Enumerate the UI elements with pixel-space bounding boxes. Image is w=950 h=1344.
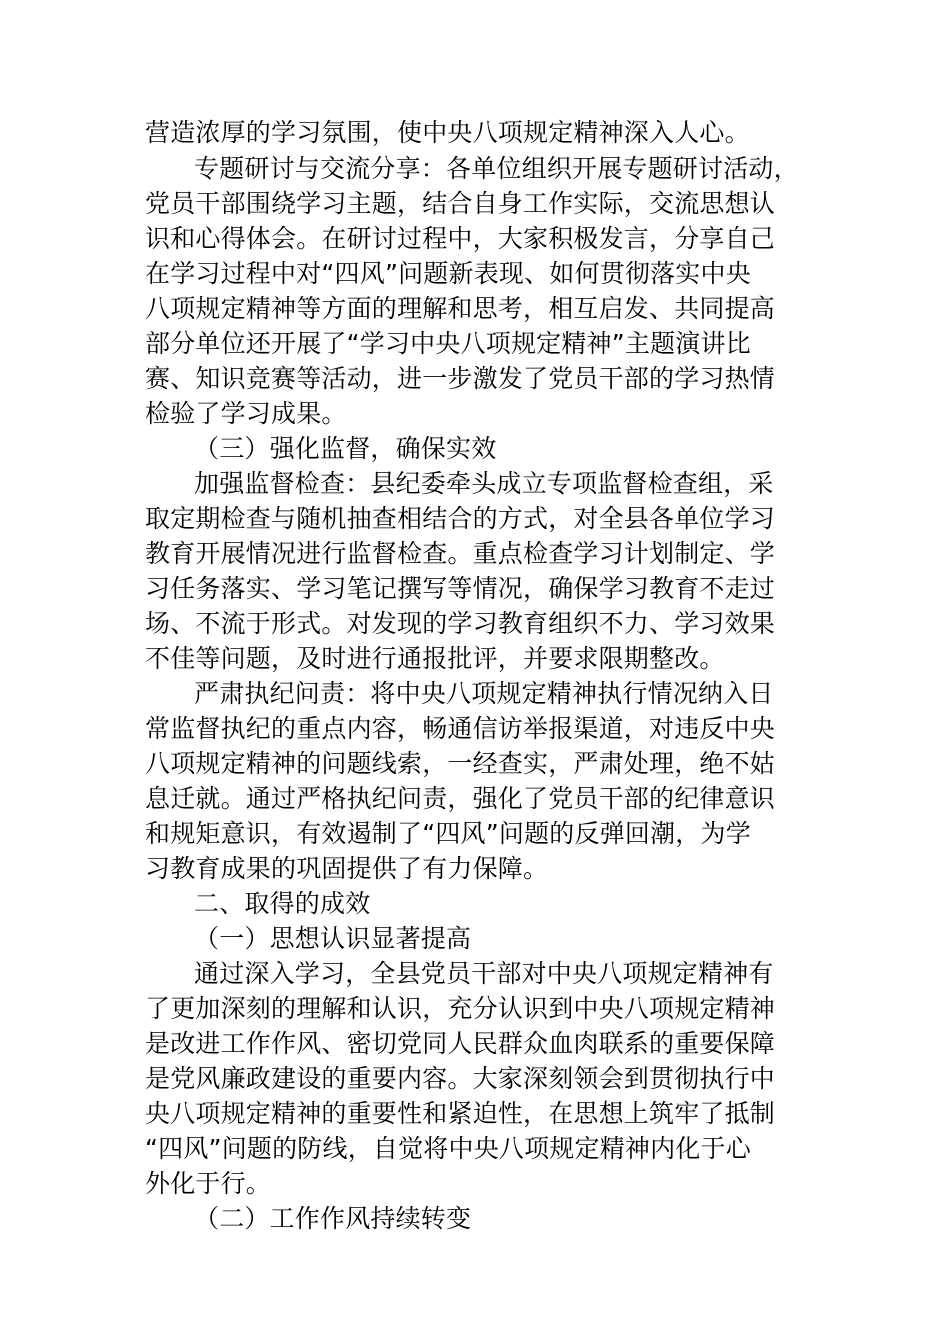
text-line: 息迁就。通过严格执纪问责，强化了党员干部的纪律意识	[145, 784, 776, 813]
section-heading: 二、取得的成效	[194, 889, 371, 918]
text-line: 赛、知识竞赛等活动，进一步激发了党员干部的学习热情	[145, 364, 776, 393]
text-line: 场、不流于形式。对发现的学习教育组织不力、学习效果	[145, 609, 776, 638]
text-line: 了更加深刻的理解和认识，充分认识到中央八项规定精神	[145, 994, 776, 1023]
text-line: 在学习过程中对“四风”问题新表现、如何贯彻落实中央	[145, 259, 751, 288]
paragraph-start: 通过深入学习，全县党员干部对中央八项规定精神有	[194, 959, 774, 988]
text-line: 识和心得体会。在研讨过程中，大家积极发言，分享自己	[145, 224, 776, 253]
text-line: 是党风廉政建设的重要内容。大家深刻领会到贯彻执行中	[145, 1064, 776, 1093]
section-heading: （一）思想认识显著提高	[194, 924, 472, 953]
text-line: 和规矩意识，有效遏制了“四风”问题的反弹回潮，为学	[145, 819, 751, 848]
text-line: 检验了学习成果。	[145, 399, 347, 428]
text-line: 央八项规定精神的重要性和紧迫性，在思想上筑牢了抵制	[145, 1099, 776, 1128]
paragraph-start: 严肃执纪问责：将中央八项规定精神执行情况纳入日	[194, 679, 774, 708]
text-line: 部分单位还开展了“学习中央八项规定精神”主题演讲比	[145, 329, 751, 358]
text-line: 外化于行。	[145, 1169, 272, 1198]
text-line: 是改进工作作风、密切党同人民群众血肉联系的重要保障	[145, 1029, 776, 1058]
text-line: 习任务落实、学习笔记撰写等情况，确保学习教育不走过	[145, 574, 776, 603]
text-line: 习教育成果的巩固提供了有力保障。	[145, 854, 549, 883]
section-heading: （二）工作作风持续转变	[194, 1204, 472, 1233]
paragraph-start: 加强监督检查：县纪委牵头成立专项监督检查组，采	[194, 469, 774, 498]
text-line: 营造浓厚的学习氛围，使中央八项规定精神深入人心。	[145, 118, 750, 147]
text-line: “四风”问题的防线，自觉将中央八项规定精神内化于心	[145, 1134, 751, 1163]
text-line: 取定期检查与随机抽查相结合的方式，对全县各单位学习	[145, 504, 776, 533]
text-line: 教育开展情况进行监督检查。重点检查学习计划制定、学	[145, 539, 776, 568]
text-line: 常监督执纪的重点内容，畅通信访举报渠道，对违反中央	[145, 714, 776, 743]
section-heading: （三）强化监督，确保实效	[194, 434, 497, 463]
text-line: 党员干部围绕学习主题，结合自身工作实际，交流思想认	[145, 189, 776, 218]
text-line: 八项规定精神的问题线索，一经查实，严肃处理，绝不姑	[145, 749, 776, 778]
text-line: 不佳等问题，及时进行通报批评，并要求限期整改。	[145, 644, 725, 673]
text-line: 八项规定精神等方面的理解和思考，相互启发、共同提高	[145, 294, 776, 323]
paragraph-start: 专题研讨与交流分享：各单位组织开展专题研讨活动，	[194, 154, 799, 183]
